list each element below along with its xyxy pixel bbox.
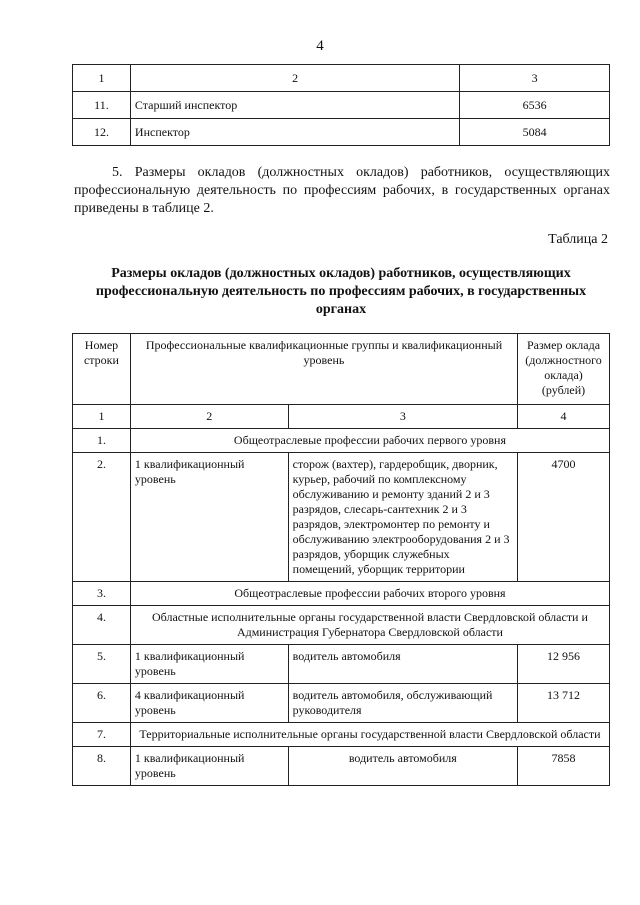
table-row xyxy=(73,582,610,606)
table-row xyxy=(73,645,610,684)
salary-value: 12 956 xyxy=(518,645,610,684)
table-cell: 1 xyxy=(73,405,131,429)
qualification-level: 1 квалификационный уровень xyxy=(130,747,288,786)
row-number: 12. xyxy=(73,119,131,146)
table-label: Таблица 2 xyxy=(548,232,608,247)
salary-table-continuation xyxy=(72,64,610,146)
row-number: 4. xyxy=(73,606,131,645)
table-row xyxy=(73,606,610,645)
table-row xyxy=(73,453,610,582)
section-heading: Общеотраслевые профессии рабочих второго уровня xyxy=(130,582,609,606)
table-cell: 3 xyxy=(460,65,610,92)
salary-value: 7858 xyxy=(518,747,610,786)
row-number: 8. xyxy=(73,747,131,786)
table-cell: 4 xyxy=(518,405,610,429)
professions: водитель автомобиля xyxy=(288,747,517,786)
position-name: Инспектор xyxy=(130,119,459,146)
professions: водитель автомобиля, обслуживающий руководителя xyxy=(288,684,517,723)
salary-value: 13 712 xyxy=(518,684,610,723)
qualification-level: 4 квалификационный уровень xyxy=(130,684,288,723)
row-number: 5. xyxy=(73,645,131,684)
table-header-row xyxy=(73,334,610,405)
table-cell: 2 xyxy=(130,405,288,429)
table-row xyxy=(73,747,610,786)
row-number: 11. xyxy=(73,92,131,119)
table-row xyxy=(73,429,610,453)
table-cell: 1 xyxy=(73,65,131,92)
table-row xyxy=(73,65,610,92)
row-number: 3. xyxy=(73,582,131,606)
header-row-number: Номер строки xyxy=(73,334,131,405)
header-group: Профессиональные квалификационные группы и квалификационный уровень xyxy=(130,334,517,405)
salary-table-2 xyxy=(72,333,610,786)
table-row xyxy=(73,684,610,723)
section-heading: Территориальные исполнительные органы государственной власти Свердловской области xyxy=(130,723,609,747)
row-number: 6. xyxy=(73,684,131,723)
table-row xyxy=(73,119,610,146)
salary-value: 6536 xyxy=(460,92,610,119)
row-number: 1. xyxy=(73,429,131,453)
row-number: 2. xyxy=(73,453,131,582)
salary-value: 5084 xyxy=(460,119,610,146)
position-name: Старший инспектор xyxy=(130,92,459,119)
professions: водитель автомобиля xyxy=(288,645,517,684)
section-heading: Областные исполнительные органы государственной власти Свердловской области и Администрация Губернатора Свердловской области xyxy=(130,606,609,645)
header-salary: Размер оклада (должностного оклада) (рублей) xyxy=(518,334,610,405)
table-number-row xyxy=(73,405,610,429)
qualification-level: 1 квалификационный уровень xyxy=(130,645,288,684)
row-number: 7. xyxy=(73,723,131,747)
table-row xyxy=(73,723,610,747)
qualification-level: 1 квалификационный уровень xyxy=(130,453,288,582)
section-heading: Общеотраслевые профессии рабочих первого уровня xyxy=(130,429,609,453)
salary-value: 4700 xyxy=(518,453,610,582)
table-cell: 3 xyxy=(288,405,517,429)
table-cell: 2 xyxy=(130,65,459,92)
paragraph: 5. Размеры окладов (должностных окладов) работников, осуществляющих профессиональную деятельность по профессиям рабочих, в государственных органах приведены в таблице 2. xyxy=(74,165,610,216)
page-number: 4 xyxy=(316,38,324,54)
professions: сторож (вахтер), гардеробщик, дворник, курьер, рабочий по комплексному обслуживанию и ремонту зданий 2 и 3 разрядов, слесарь-сантехник 2 и 3 разрядов, электромонтер по ремонту и обслуживанию электрооборудования 2 и 3 разрядов, уборщик служебных помещений, уборщик территории xyxy=(288,453,517,582)
table-row xyxy=(73,92,610,119)
table-title: Размеры окладов (должностных окладов) работников, осуществляющих профессиональную деятельность по профессиям рабочих, в государственных органах xyxy=(95,266,587,317)
